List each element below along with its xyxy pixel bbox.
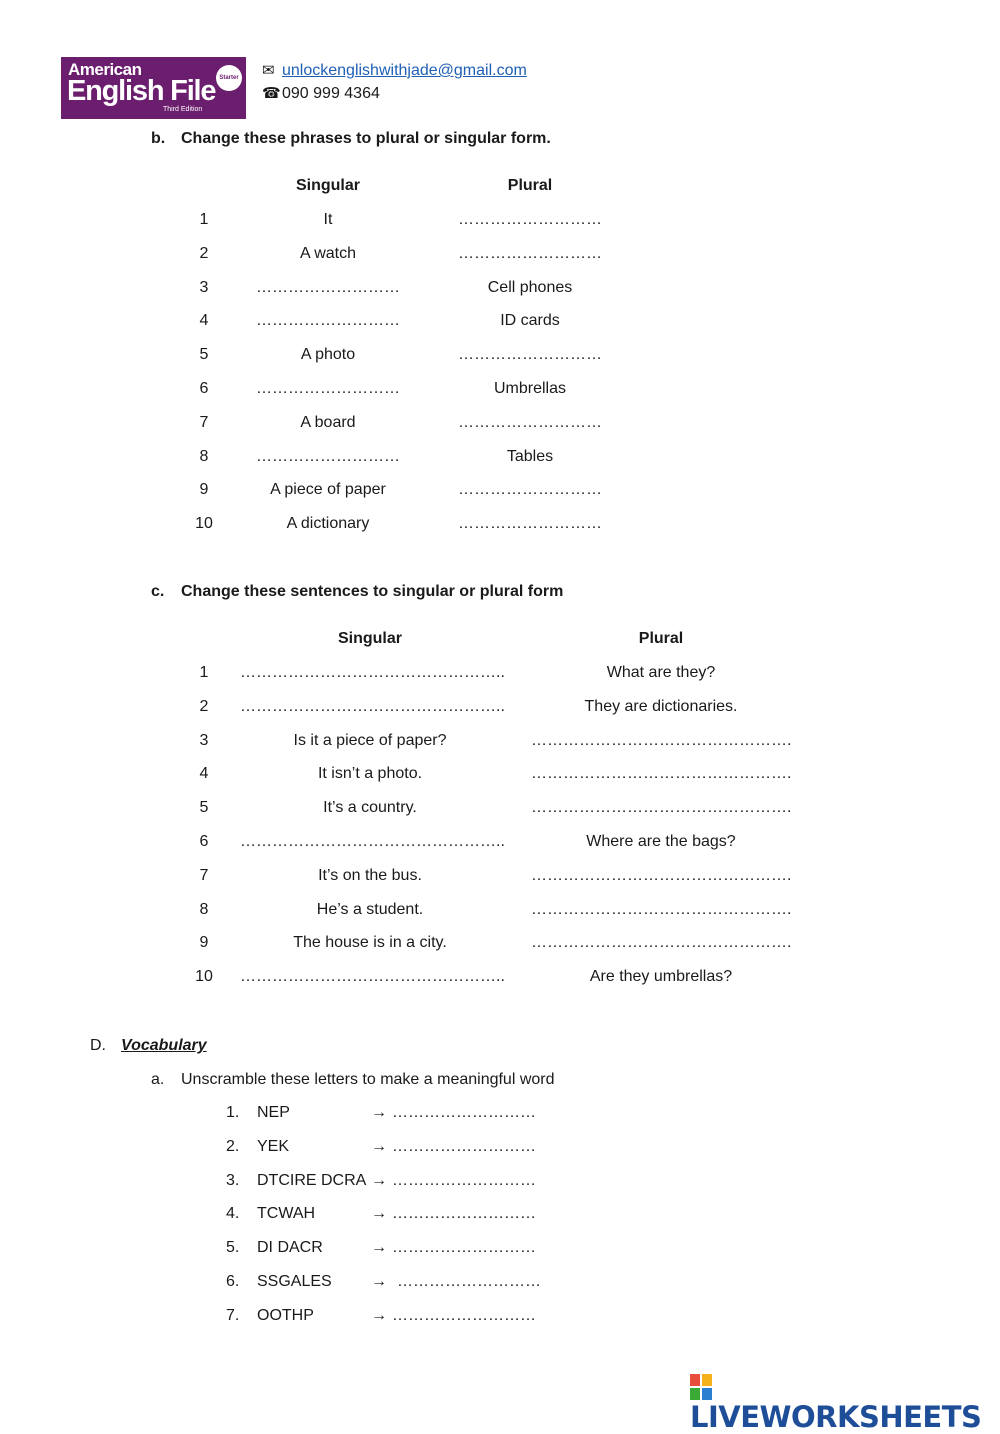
vocab-item-number: 2. xyxy=(226,1138,240,1155)
vocab-item-number: 7. xyxy=(226,1307,240,1324)
plural-cell: ……………………… xyxy=(458,481,602,498)
phone-number: 090 999 4364 xyxy=(282,85,380,102)
singular-cell: A piece of paper xyxy=(270,481,386,498)
vocab-answer-blank: ……………………… xyxy=(397,1273,541,1290)
row-number: 1 xyxy=(199,211,209,228)
singular-cell: ………………………………………….. xyxy=(240,698,505,715)
section-c-col-plural: Plural xyxy=(638,630,684,647)
arrow-icon: → xyxy=(371,1239,387,1256)
plural-cell: …………………………………………. xyxy=(531,765,792,782)
singular-cell: ………………………………………….. xyxy=(240,833,505,850)
singular-cell: ……………………… xyxy=(256,448,400,465)
singular-cell: ………………………………………….. xyxy=(240,664,505,681)
phone-line xyxy=(262,84,380,103)
row-number: 9 xyxy=(199,481,209,498)
arrow-icon: → xyxy=(371,1205,387,1222)
plural-cell: Where are the bags? xyxy=(586,833,736,850)
vocab-item-number: 1. xyxy=(226,1104,240,1121)
plural-cell: ……………………… xyxy=(458,211,602,228)
row-number: 4 xyxy=(199,312,209,329)
section-d-instruction: Unscramble these letters to make a meaningful word xyxy=(181,1071,555,1088)
plural-cell: Umbrellas xyxy=(493,380,566,397)
plural-cell: Tables xyxy=(506,448,554,465)
plural-cell: ID cards xyxy=(500,312,560,329)
row-number: 10 xyxy=(195,515,213,532)
plural-cell: …………………………………………. xyxy=(531,934,792,951)
singular-cell: He’s a student. xyxy=(316,901,424,918)
section-d-sub-label: a. xyxy=(151,1071,165,1088)
row-number: 4 xyxy=(199,765,209,782)
singular-cell: ……………………… xyxy=(256,312,400,329)
section-b-instruction: Change these phrases to plural or singular form. xyxy=(181,130,551,147)
vocab-item-word: DTCIRE DCRA xyxy=(257,1172,367,1189)
liveworksheets-wordmark: LIVEWORKSHEETS xyxy=(690,1400,982,1434)
logo-edition: Third Edition xyxy=(163,106,203,113)
row-number: 3 xyxy=(199,732,209,749)
section-d-title: Vocabulary xyxy=(121,1037,207,1054)
vocab-answer-blank: ……………………… xyxy=(392,1307,536,1324)
singular-cell: It’s a country. xyxy=(323,799,417,816)
singular-cell: Is it a piece of paper? xyxy=(293,732,447,749)
vocab-item-number: 4. xyxy=(226,1205,240,1222)
logo-line1: American xyxy=(68,60,142,79)
singular-cell: The house is in a city. xyxy=(293,934,447,951)
plural-cell: …………………………………………. xyxy=(531,867,792,884)
arrow-icon: → xyxy=(371,1273,387,1290)
section-d-label: D. xyxy=(90,1037,106,1054)
plural-cell: …………………………………………. xyxy=(531,901,792,918)
row-number: 8 xyxy=(199,448,209,465)
section-b-label: b. xyxy=(151,130,166,147)
singular-cell: A dictionary xyxy=(286,515,370,532)
vocab-item-number: 5. xyxy=(226,1239,240,1256)
singular-cell: It xyxy=(323,211,333,228)
section-c-label: c. xyxy=(151,583,165,600)
vocab-item-word: OOTHP xyxy=(257,1307,314,1324)
arrow-icon: → xyxy=(371,1307,387,1324)
email-link[interactable]: unlockenglishwithjade@gmail.com xyxy=(282,62,527,79)
vocab-item-number: 3. xyxy=(226,1172,240,1189)
vocab-answer-blank: ……………………… xyxy=(392,1205,536,1222)
plural-cell: ……………………… xyxy=(458,414,602,431)
row-number: 3 xyxy=(199,279,209,296)
vocab-item-number: 6. xyxy=(226,1273,240,1290)
plural-cell: ……………………… xyxy=(458,245,602,262)
singular-cell: ………………………………………….. xyxy=(240,968,505,985)
row-number: 6 xyxy=(199,833,209,850)
row-number: 7 xyxy=(199,867,209,884)
logo-badge: Starter xyxy=(216,65,242,91)
vocab-answer-blank: ……………………… xyxy=(392,1104,536,1121)
vocab-item-word: SSGALES xyxy=(257,1273,332,1290)
vocab-item-word: DI DACR xyxy=(257,1239,323,1256)
phone-icon: ☎ xyxy=(262,85,281,102)
arrow-icon: → xyxy=(371,1104,387,1121)
section-b-col-singular: Singular xyxy=(295,177,360,194)
liveworksheets-brand xyxy=(690,1374,1000,1434)
section-c-instruction: Change these sentences to singular or plural form xyxy=(181,583,564,600)
singular-cell: ……………………… xyxy=(256,279,400,296)
row-number: 2 xyxy=(199,245,209,262)
row-number: 7 xyxy=(199,414,209,431)
email-line xyxy=(262,61,527,80)
row-number: 1 xyxy=(199,664,209,681)
section-b-col-plural: Plural xyxy=(507,177,553,194)
plural-cell: …………………………………………. xyxy=(531,732,792,749)
section-c-col-singular: Singular xyxy=(337,630,402,647)
row-number: 2 xyxy=(199,698,209,715)
vocab-item-word: NEP xyxy=(257,1104,290,1121)
plural-cell: What are they? xyxy=(606,664,716,681)
vocab-answer-blank: ……………………… xyxy=(392,1239,536,1256)
plural-cell: Are they umbrellas? xyxy=(589,968,733,985)
plural-cell: …………………………………………. xyxy=(531,799,792,816)
row-number: 8 xyxy=(199,901,209,918)
singular-cell: It isn’t a photo. xyxy=(317,765,423,782)
vocab-item-word: TCWAH xyxy=(257,1205,316,1222)
vocab-item-word: YEK xyxy=(257,1138,290,1155)
arrow-icon: → xyxy=(371,1172,387,1189)
singular-cell: ……………………… xyxy=(256,380,400,397)
arrow-icon: → xyxy=(371,1138,387,1155)
liveworksheets-logo-icon xyxy=(690,1374,714,1400)
singular-cell: A photo xyxy=(300,346,356,363)
plural-cell: Cell phones xyxy=(487,279,573,296)
row-number: 9 xyxy=(199,934,209,951)
vocab-answer-blank: ……………………… xyxy=(392,1138,536,1155)
vocab-answer-blank: ……………………… xyxy=(392,1172,536,1189)
plural-cell: They are dictionaries. xyxy=(584,698,738,715)
logo-line2: English File xyxy=(67,75,216,107)
singular-cell: A board xyxy=(300,414,356,431)
singular-cell: A watch xyxy=(299,245,357,262)
envelope-icon: ✉ xyxy=(262,62,275,79)
plural-cell: ……………………… xyxy=(458,515,602,532)
row-number: 6 xyxy=(199,380,209,397)
row-number: 5 xyxy=(199,799,209,816)
row-number: 10 xyxy=(195,968,213,985)
american-english-file-logo xyxy=(61,57,246,119)
singular-cell: It’s on the bus. xyxy=(318,867,422,884)
plural-cell: ……………………… xyxy=(458,346,602,363)
row-number: 5 xyxy=(199,346,209,363)
